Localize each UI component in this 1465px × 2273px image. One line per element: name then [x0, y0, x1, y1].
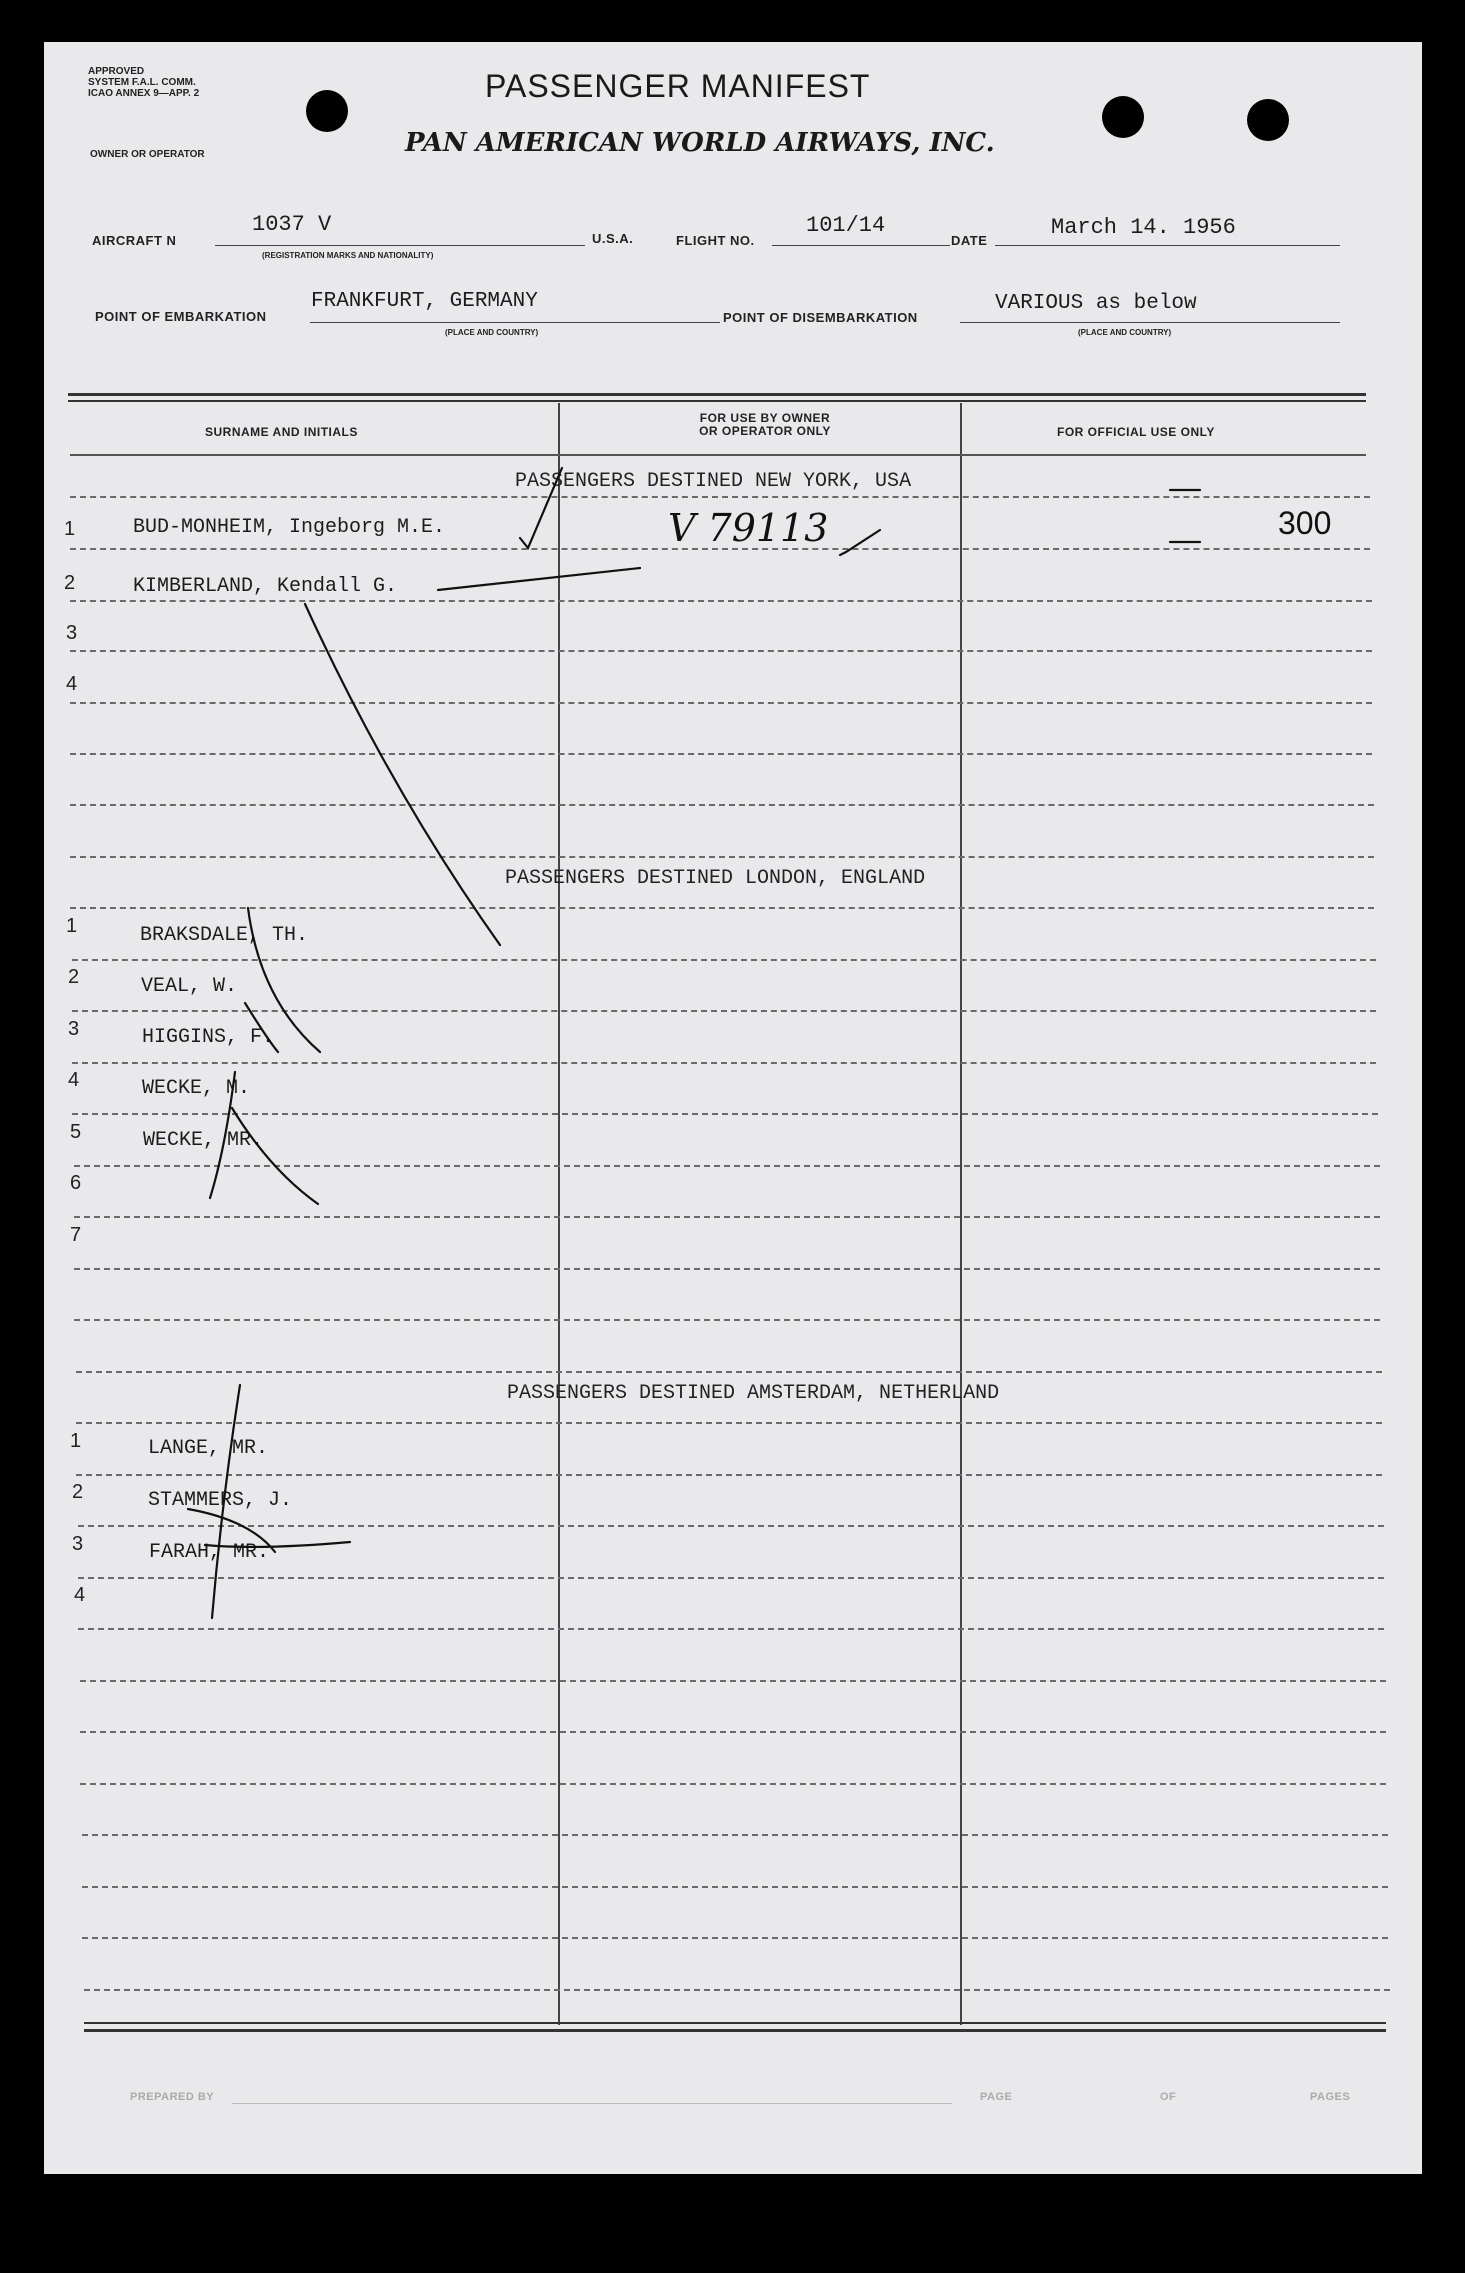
- page-title: PASSENGER MANIFEST: [485, 68, 871, 104]
- row-number: 4: [74, 1584, 86, 1606]
- embarkation-value: FRANKFURT, GERMANY: [311, 290, 538, 313]
- approval-line: SYSTEM F.A.L. COMM.: [88, 77, 196, 88]
- strike-line: [305, 604, 500, 945]
- prepared-by-label: PREPARED BY: [130, 2091, 215, 2103]
- row-number: 4: [68, 1069, 80, 1091]
- passenger-name: WECKE, M.: [142, 1077, 251, 1100]
- owner-operator-label: OWNER OR OPERATOR: [90, 149, 205, 160]
- owner-use-note: V 79113: [668, 506, 829, 550]
- strike-line: [438, 568, 640, 590]
- row-number: 1: [66, 915, 78, 937]
- flight-no-label: FLIGHT NO.: [676, 233, 755, 248]
- aircraft-label: AIRCRAFT N: [92, 233, 177, 248]
- owner-use-line-1: FOR USE BY OWNER: [699, 411, 831, 425]
- cross-out-mark: [245, 1003, 278, 1052]
- registration-note: (REGISTRATION MARKS AND NATIONALITY): [262, 251, 434, 260]
- checkmark-icon: [840, 530, 880, 555]
- row-number: 3: [72, 1533, 84, 1555]
- official-use-value: 300: [1278, 505, 1332, 541]
- column-header-official-use: FOR OFFICIAL USE ONLY: [1057, 425, 1215, 439]
- place-country-note: (PLACE AND COUNTRY): [445, 328, 539, 337]
- cross-out-mark: [212, 1385, 240, 1618]
- row-number: 1: [64, 518, 76, 540]
- approval-line: APPROVED: [88, 66, 145, 77]
- pages-label: PAGES: [1310, 2091, 1351, 2103]
- row-number: 7: [70, 1224, 82, 1246]
- row-number: 2: [64, 572, 76, 594]
- passenger-name: BUD-MONHEIM, Ingeborg M.E.: [133, 516, 446, 539]
- row-number: 5: [70, 1121, 82, 1143]
- section-heading-new-york: PASSENGERS DESTINED NEW YORK, USA: [515, 470, 912, 493]
- row-number: 2: [68, 966, 80, 988]
- disembarkation-value: VARIOUS as below: [995, 292, 1197, 315]
- date-label: DATE: [951, 233, 988, 248]
- embarkation-label: POINT OF EMBARKATION: [95, 309, 267, 324]
- checkmark-icon: [520, 468, 562, 548]
- of-label: OF: [1160, 2091, 1177, 2103]
- row-number: 1: [70, 1430, 82, 1452]
- passenger-name: FARAH, MR.: [149, 1541, 270, 1564]
- aircraft-value: 1037 V: [252, 212, 332, 237]
- column-header-surname: SURNAME AND INITIALS: [205, 425, 358, 439]
- passenger-name: HIGGINS, F.: [142, 1026, 275, 1049]
- place-country-note: (PLACE AND COUNTRY): [1078, 328, 1172, 337]
- passenger-name: WECKE, MR.: [143, 1129, 264, 1152]
- passenger-name: KIMBERLAND, Kendall G.: [133, 575, 398, 598]
- section-heading-amsterdam: PASSENGERS DESTINED AMSTERDAM, NETHERLAND: [507, 1382, 1000, 1405]
- passenger-name: BRAKSDALE, TH.: [140, 924, 309, 947]
- cross-out-mark: [248, 908, 320, 1052]
- date-value: March 14. 1956: [1051, 215, 1236, 240]
- disembarkation-label: POINT OF DISEMBARKATION: [723, 310, 918, 325]
- page-label: PAGE: [980, 2091, 1013, 2103]
- cross-out-mark: [205, 1542, 350, 1547]
- section-heading-london: PASSENGERS DESTINED LONDON, ENGLAND: [505, 867, 926, 890]
- owner-use-line-2: OR OPERATOR ONLY: [699, 424, 831, 438]
- airline-name: PAN AMERICAN WORLD AIRWAYS, INC.: [405, 128, 995, 158]
- approval-line: ICAO ANNEX 9—APP. 2: [88, 88, 200, 99]
- cross-out-mark: [210, 1072, 235, 1198]
- row-number: 4: [66, 673, 78, 695]
- passenger-name: STAMMERS, J.: [148, 1489, 293, 1512]
- row-number: 2: [72, 1481, 84, 1503]
- cross-out-mark: [232, 1108, 318, 1204]
- flight-no-value: 101/14: [806, 213, 886, 238]
- row-number: 3: [66, 622, 78, 644]
- row-number: 3: [68, 1018, 80, 1040]
- passenger-name: LANGE, MR.: [148, 1437, 269, 1460]
- passenger-name: VEAL, W.: [141, 975, 238, 998]
- usa-label: U.S.A.: [592, 231, 634, 246]
- row-number: 6: [70, 1172, 82, 1194]
